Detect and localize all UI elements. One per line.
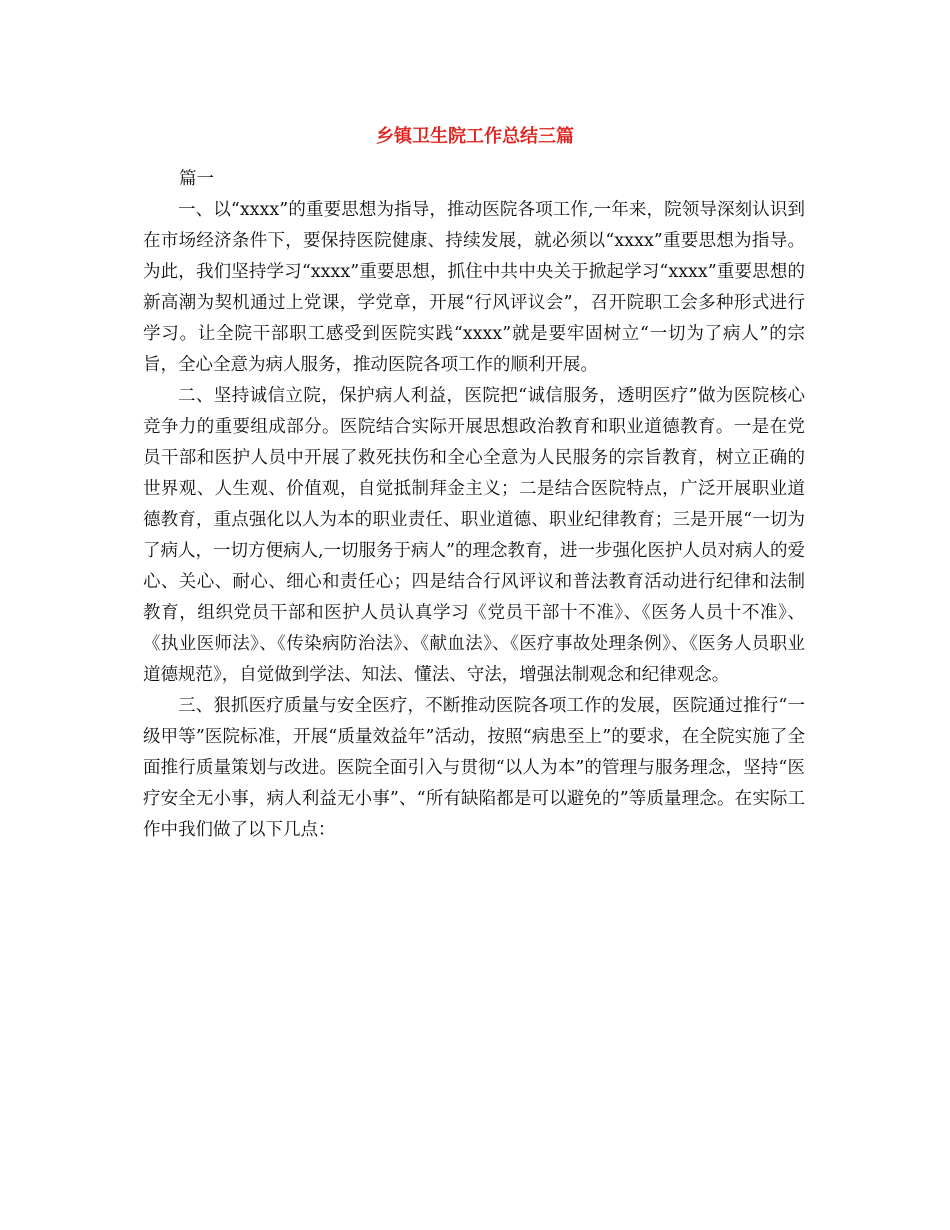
paragraph-1: 一、以“xxxx”的重要思想为指导，推动医院各项工作,一年来，院领导深刻认识到在市场经济条件下，要保持医院健康、持续发展，就必须以“xxxx”重要思想为指导。为此，我们坚持学习“xxxx”重要思想，抓住中共中央关于掀起学习“xxxx”重要思想的新高潮为契机通过上党课，学党章，开展“行风评议会”，召开院职工会多种形式进行学习。让全院干部职工感受到医院实践“xxxx”就是要牢固树立“一切为了病人”的宗旨，全心全意为病人服务，推动医院各项工作的顺利开展。 bbox=[143, 200, 805, 375]
paragraph-2: 二、坚持诚信立院，保护病人利益，医院把“诚信服务，透明医疗”做为医院核心竞争力的重要组成部分。医院结合实际开展思想政治教育和职业道德教育。一是在党员干部和医护人员中开展了救死扶伤和全心全意为人民服务的宗旨教育，树立正确的世界观、人生观、价值观，自觉抵制拜金主义；二是结合医院特点，广泛开展职业道德教育，重点强化以人为本的职业责任、职业道德、职业纪律教育；三是开展“一切为了病人，一切方便病人,一切服务于病人”的理念教育，进一步强化医护人员对病人的爱心、关心、耐心、细心和责任心；四是结合行风评议和普法教育活动进行纪律和法制教育，组织党员干部和医护人员认真学习《党员干部十不准》、《医务人员十不准》、《执业医师法》、《传染病防治法》、《献血法》、《医疗事故处理条例》、《医务人员职业道德规范》，自觉做到学法、知法、懂法、守法，增强法制观念和纪律观念。 bbox=[143, 386, 806, 685]
document-title: 乡镇卫生院工作总结三篇 bbox=[376, 126, 574, 147]
section-label: 篇一 bbox=[179, 169, 214, 189]
document-body bbox=[143, 164, 805, 846]
paragraph-3: 三、狠抓医疗质量与安全医疗，不断推动医院各项工作的发展，医院通过推行“一级甲等”医院标准，开展“质量效益年”活动，按照“病患至上”的要求，在全院实施了全面推行质量策划与改进。医院全面引入与贯彻“以人为本”的管理与服务理念，坚持“医疗安全无小事，病人利益无小事”、“所有缺陷都是可以避免的”等质量理念。在实际工作中我们做了以下几点： bbox=[143, 696, 805, 840]
